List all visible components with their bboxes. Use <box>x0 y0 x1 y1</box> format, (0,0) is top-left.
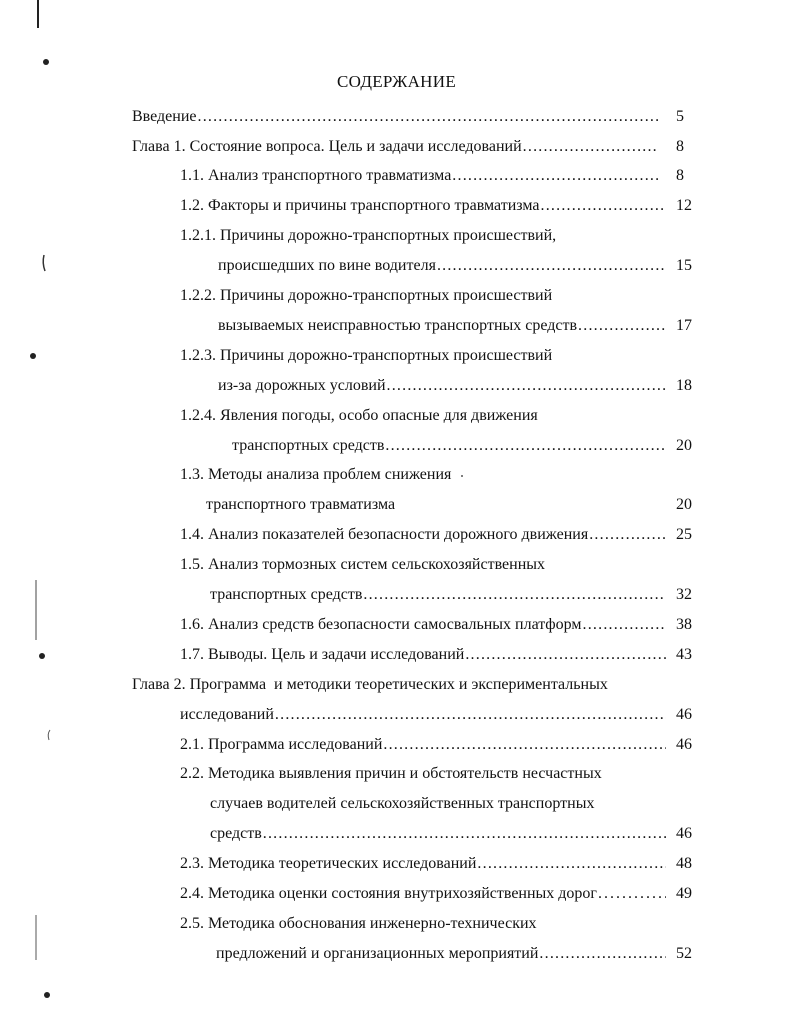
toc-entry: 1.2.2. Причины дорожно-транспортных происшествий <box>180 287 553 304</box>
toc-entry: транспортного травматизма 20 <box>206 496 692 513</box>
toc-entry: Глава 1. Состояние вопроса. Цель и задачи исследований ..... 8 <box>132 134 684 160</box>
toc-entry: 1.1. Анализ транспортного травматизма ..... 8 <box>180 163 684 189</box>
toc-entry: 1.2.4. Явления погоды, особо опасные для движения <box>180 407 538 424</box>
toc-entry: средств ..... 46 <box>210 821 692 847</box>
toc-entry: 2.1. Программа исследований ..... 46 <box>180 732 692 758</box>
toc-entry: происшедших по вине водителя ..... 15 <box>218 253 692 279</box>
toc-entry: 1.2.1. Причины дорожно-транспортных происшествий, <box>180 227 557 244</box>
toc-entry: 1.7. Выводы. Цель и задачи исследований ..... 43 <box>180 642 692 668</box>
toc-entry: 2.5. Методика обоснования инженерно-технических <box>180 915 537 932</box>
toc-entry: 2.4. Методика оценки состояния внутрихозяйственных дорог ..... 49 <box>180 881 692 907</box>
toc-entry: 1.5. Анализ тормозных систем сельскохозяйственных <box>180 556 546 573</box>
toc-entry: предложений и организационных мероприятий ..... 52 <box>216 941 692 967</box>
toc-entry: случаев водителей сельскохозяйственных транспортных <box>210 795 595 812</box>
toc-entry: из-за дорожных условий ..... 18 <box>218 373 692 399</box>
toc-entry: 1.2. Факторы и причины транспортного травматизма ..... 12 <box>180 193 692 219</box>
toc-entry: вызываемых неисправностью транспортных средств ..... 17 <box>218 313 692 339</box>
toc-entry: 2.3. Методика теоретических исследований ..... 48 <box>180 851 692 877</box>
toc-entry: 1.3. Методы анализа проблем снижения <box>180 466 452 483</box>
toc-entry: 1.2.3. Причины дорожно-транспортных происшествий <box>180 347 553 364</box>
toc-entry: транспортных средств ..... 20 <box>232 433 692 459</box>
toc-entry: Введение ..... 5 <box>132 104 684 130</box>
toc-entry: 1.4. Анализ показателей безопасности дорожного движения ..... 25 <box>180 522 692 548</box>
toc-entry: 2.2. Методика выявления причин и обстоятельств несчастных <box>180 765 602 782</box>
toc-entry: транспортных средств ..... 32 <box>210 582 692 608</box>
page-title: СОДЕРЖАНИЕ <box>336 72 457 91</box>
toc-entry: Глава 2. Программа и методики теоретических и экспериментальных <box>132 676 608 693</box>
toc-entry: 1.6. Анализ средств безопасности самосвальных платформ ..... 38 <box>180 612 692 638</box>
toc-entry: исследований ..... 46 <box>180 702 692 728</box>
